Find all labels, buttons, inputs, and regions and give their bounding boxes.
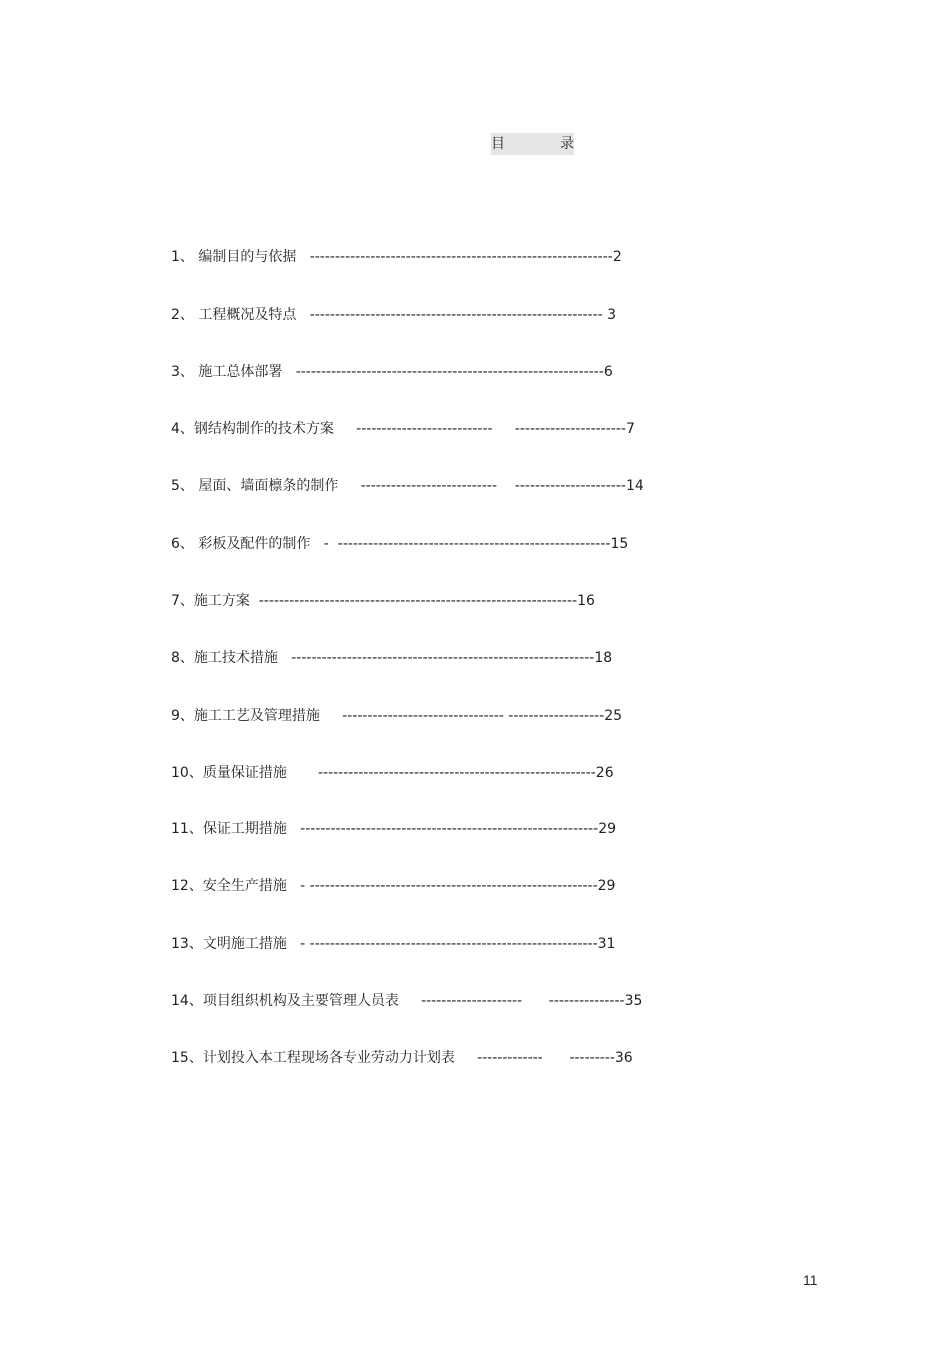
toc-entry-2: 2、 工程概况及特点 ---------------------------------------------------------- 3	[171, 307, 617, 323]
toc-entry-3: 3、 施工总体部署 -------------------------------------------------------------6	[171, 364, 613, 380]
toc-title	[491, 133, 574, 155]
toc-title-part1: 目	[491, 136, 505, 152]
toc-entry-12: 12、安全生产措施 - ---------------------------------------------------------29	[171, 878, 616, 894]
toc-entry-15: 15、计划投入本工程现场各专业劳动力计划表 ------------- ---------36	[171, 1050, 633, 1066]
toc-entry-6: 6、 彩板及配件的制作 - ------------------------------------------------------15	[171, 536, 629, 552]
toc-title-part2: 录	[560, 136, 574, 152]
toc-entry-14: 14、项目组织机构及主要管理人员表 -------------------- ---------------35	[171, 993, 643, 1009]
page-number: 11	[803, 1272, 818, 1288]
toc-entry-9: 9、施工工艺及管理措施 -------------------------------- -------------------25	[171, 708, 623, 724]
toc-entry-10: 10、质量保证措施 -------------------------------------------------------26	[171, 765, 614, 781]
toc-entry-11: 11、保证工期措施 -----------------------------------------------------------29	[171, 821, 617, 837]
toc-entry-4: 4、钢结构制作的技术方案 --------------------------- ----------------------7	[171, 421, 635, 437]
toc-entry-1: 1、 编制目的与依据 ------------------------------------------------------------2	[171, 249, 622, 265]
toc-entry-5: 5、 屋面、墙面檩条的制作 --------------------------- ----------------------14	[171, 478, 644, 494]
toc-entry-7: 7、施工方案 ---------------------------------------------------------------16	[171, 593, 595, 609]
toc-entry-8: 8、施工技术措施 ------------------------------------------------------------18	[171, 650, 613, 666]
toc-entry-13: 13、文明施工措施 - ---------------------------------------------------------31	[171, 936, 616, 952]
